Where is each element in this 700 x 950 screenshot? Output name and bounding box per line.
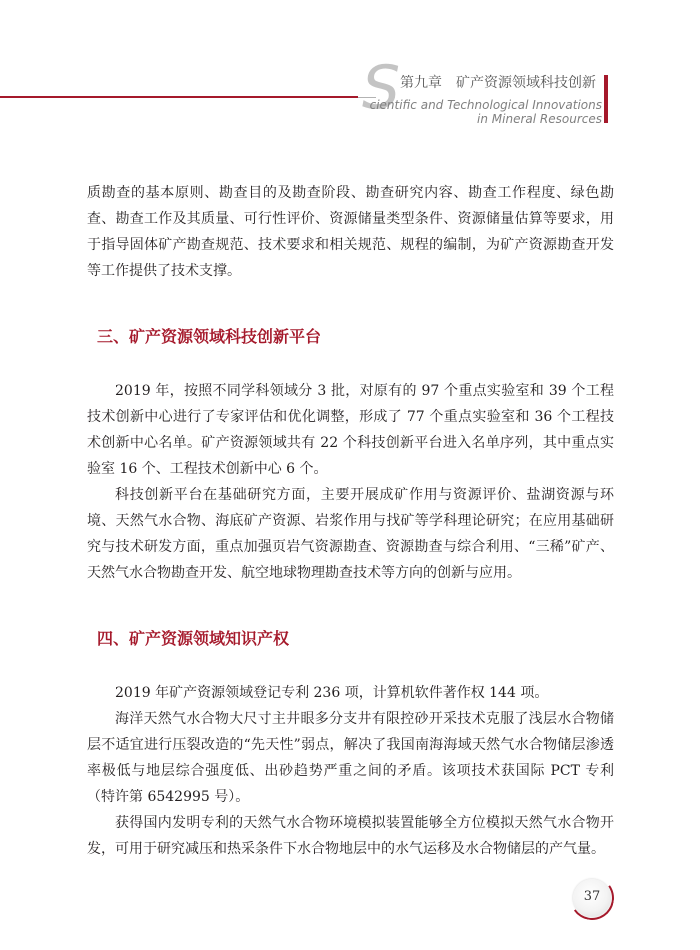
section-heading-4: 四、矿产资源领域知识产权 [97, 629, 290, 648]
header-big-letter: S [362, 53, 401, 123]
header-english-line-1: cientific and Technological Innovations [369, 98, 602, 112]
header-english-line-2: in Mineral Resources [477, 112, 602, 126]
header-accent-bar [604, 75, 608, 123]
paragraph-hydrate-technology: 海洋天然气水合物大尺寸主井眼多分支井有限控砂开采技术克服了浅层水合物储层不适宜进行压裂改造的“先天性”弱点，解决了我国南海海域天然气水合物储层渗透率极低与地层综合强度低、出砂趋势严重之间的矛盾。该项技术获国际 PCT 专利（特许第 6542995 号）。 [87, 711, 614, 805]
page-body [87, 180, 614, 862]
paragraph-continuation: 质勘查的基本原则、勘查目的及勘查阶段、勘查研究内容、勘查工作程度、绿色勘查、勘查工作及其质量、可行性评价、资源储量类型条件、资源储量估算等要求，用于指导固体矿产勘查规范、技术要求和相关规范、规程的编制，为矿产资源勘查开发等工作提供了技术支撑。 [87, 185, 614, 279]
chapter-title: 第九章 矿产资源领域科技创新 [400, 75, 596, 91]
header-rule-red [0, 96, 358, 98]
page-number: 37 [583, 889, 601, 904]
paragraph-platform-research: 科技创新平台在基础研究方面，主要开展成矿作用与资源评价、盐湖资源与环境、天然气水合物、海底矿产资源、岩浆作用与找矿等学科理论研究；在应用基础研究与技术研发方面，重点加强页岩气资源勘查、资源勘查与综合利用、“三稀”矿产、天然气水合物勘查开发、航空地球物理勘查技术等方向的创新与应用。 [87, 487, 614, 581]
paragraph-patents: 2019 年矿产资源领域登记专利 236 项，计算机软件著作权 144 项。 [115, 685, 549, 701]
paragraph-platforms: 2019 年，按照不同学科领域分 3 批，对原有的 97 个重点实验室和 39 个工程技术创新中心进行了专家评估和优化调整，形成了 77 个重点实验室和 36 个工程技术创新中心名单。矿产资源领域共有 22 个科技创新平台进入名单序列，其中重点实验室 16 个、工程技术创新中心 6 个。 [87, 383, 614, 477]
section-heading-3: 三、矿产资源领域科技创新平台 [97, 327, 322, 346]
paragraph-simulation-device: 获得国内发明专利的天然气水合物环境模拟装置能够全方位模拟天然气水合物开发，可用于研究减压和热采条件下水合物地层中的水气运移及水合物储层的产气量。 [87, 815, 614, 857]
page-number-badge [573, 879, 611, 917]
